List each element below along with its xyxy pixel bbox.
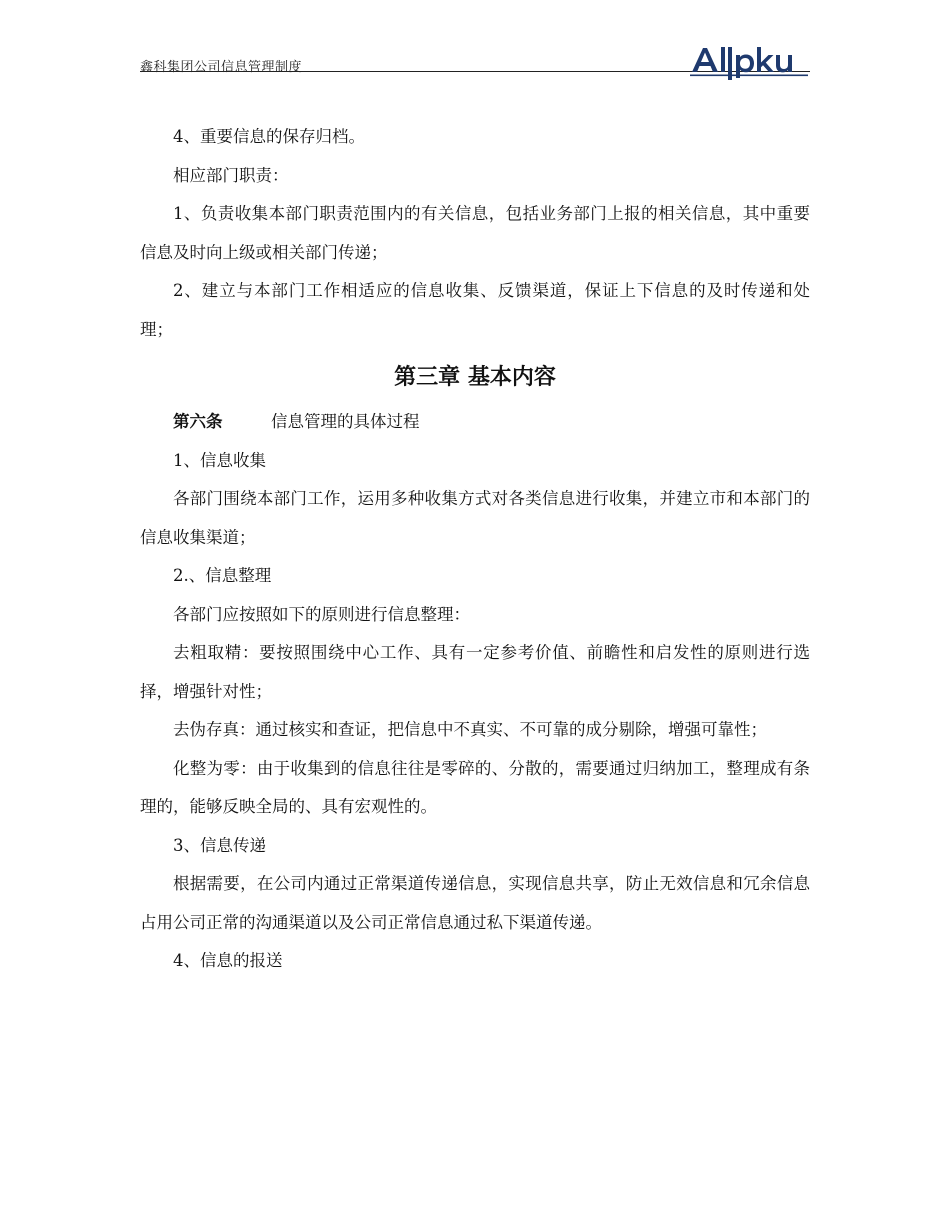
logo-letter-a	[692, 48, 718, 72]
logo-letter-l1	[721, 47, 725, 72]
logo-underline	[690, 75, 808, 77]
paragraph-transmit-heading: 3、信息传递	[173, 835, 266, 855]
allpku-logo	[690, 44, 810, 80]
logo-letter-u	[776, 55, 792, 72]
paragraph-verify: 去伪存真：通过核实和查证，把信息中不真实、不可靠的成分剔除，增强可靠性；	[173, 720, 767, 739]
paragraph-refine: 去粗取精：要按照围绕中心工作、具有一定参考价值、前瞻性和启发性的原则进行选择，增强针对性；	[140, 643, 810, 701]
paragraph-organize-intro: 各部门应按照如下的原则进行信息整理：	[173, 604, 470, 624]
header-title: 鑫科集团公司信息管理制度	[140, 60, 303, 75]
paragraph-consolidate: 化整为零：由于收集到的信息往往是零碎的、分散的，需要通过归纳加工，整理成有条理的，能够反映全局的、具有宏观性的。	[140, 758, 810, 816]
paragraph-dept-duties-heading: 相应部门职责：	[173, 165, 289, 185]
paragraph-organize-heading: 2.、信息整理	[173, 566, 272, 585]
chapter-heading: 第三章 基本内容	[394, 365, 556, 390]
logo-letter-p	[736, 55, 754, 79]
paragraph-transmit-body: 根据需要，在公司内通过正常渠道传递信息，实现信息共享，防止无效信息和冗余信息占用公司正常的沟通渠道以及公司正常信息通过私下渠道传递。	[140, 874, 810, 932]
paragraph-retention: 4、重要信息的保存归档。	[173, 127, 365, 146]
article-title: 信息管理的具体过程	[271, 412, 420, 431]
logo-letter-k	[757, 47, 774, 72]
paragraph-report-heading: 4、信息的报送	[173, 951, 283, 970]
article-heading	[140, 403, 810, 442]
page-header	[140, 48, 810, 78]
paragraph-collect-body: 各部门围绕本部门工作，运用多种收集方式对各类信息进行收集，并建立市和本部门的信息收集渠道；	[140, 489, 810, 547]
paragraph-duty-2: 2、建立与本部门工作相适应的信息收集、反馈渠道，保证上下信息的及时传递和处理；	[140, 281, 810, 339]
paragraph-duty-1: 1、负责收集本部门职责范围内的有关信息，包括业务部门上报的相关信息，其中重要信息及时向上级或相关部门传递；	[140, 204, 810, 262]
document-body	[140, 118, 810, 981]
paragraph-collect-heading: 1、信息收集	[173, 450, 266, 470]
article-number: 第六条	[173, 412, 223, 431]
